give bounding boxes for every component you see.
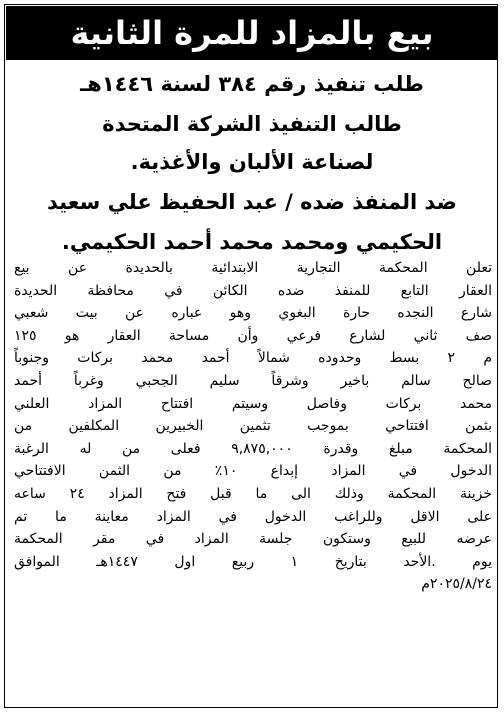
body-line: عرضه للبيع وستكون جلسة المزاد في مقر المحكمة bbox=[14, 531, 492, 548]
body-line: خزينة المحكمة وذلك الى ما قبل فتح المزاد ٢٤ ساعه bbox=[14, 485, 492, 502]
notice-title-bar bbox=[6, 6, 498, 60]
body-line: العقار التابع للمنفذ ضده الكائن في محافظة الحديدة bbox=[14, 282, 492, 299]
body-line-date: ٢٠٢٥/٨/٢٤م bbox=[421, 576, 492, 593]
notice-body bbox=[14, 257, 492, 596]
execution-defendant: ضد المنفذ ضده / عبد الحفيظ علي سعيد bbox=[47, 190, 457, 214]
execution-requester: طالب التنفيذ الشركة المتحدة bbox=[102, 112, 402, 136]
body-line: يوم .الأحد بتاريخ ١ ربيع اول ١٤٤٧هـ الموافق bbox=[14, 553, 492, 570]
execution-requester-continued: لصناعة الألبان والأغذية. bbox=[130, 150, 374, 174]
body-line: بثمن افتتاحي بموجب تثمين الخبيرين المكلفين من bbox=[14, 418, 492, 435]
body-line: المحكمة مبلغ وقدرة ٩,٨٧٥,٠٠٠ فعلى من له الرغبة bbox=[14, 440, 492, 457]
notice-title: بيع بالمزاد للمرة الثانية bbox=[70, 14, 434, 52]
body-line: تعلن المحكمة التجارية الابتدائية بالحديدة عن بيع bbox=[14, 260, 492, 276]
body-line: صف ثاني لشارع فرعي وأن مساحة العقار هو ١٢٥ bbox=[14, 327, 492, 344]
execution-defendant-continued: الحكيمي ومحمد محمد أحمد الحكيمي. bbox=[61, 230, 443, 254]
body-line: على الاقل وللراغب الدخول في المزاد معاينة ما تم bbox=[14, 508, 492, 525]
execution-request-number: طلب تنفيذ رقم ٣٨٤ لسنة ١٤٤٦هـ bbox=[80, 72, 424, 96]
body-line: شارع النجده حارة البغوي وهو عباره عن بيت شعبي bbox=[14, 305, 492, 322]
body-line: م ٢ بسط وحدوده شمالاً أحمد محمد بركات وجنوباً bbox=[14, 350, 492, 367]
body-line: محمد بركات وفاصل وسيتم افتتاح المزاد العلني bbox=[14, 395, 492, 412]
body-line: الدخول في المزاد إبداع ١٠٪ من الثمن الافتتاحي bbox=[14, 463, 492, 480]
body-line: صالح سالم باخير وشرقاً سليم الجحبي وغرباً أحمد bbox=[14, 372, 492, 389]
